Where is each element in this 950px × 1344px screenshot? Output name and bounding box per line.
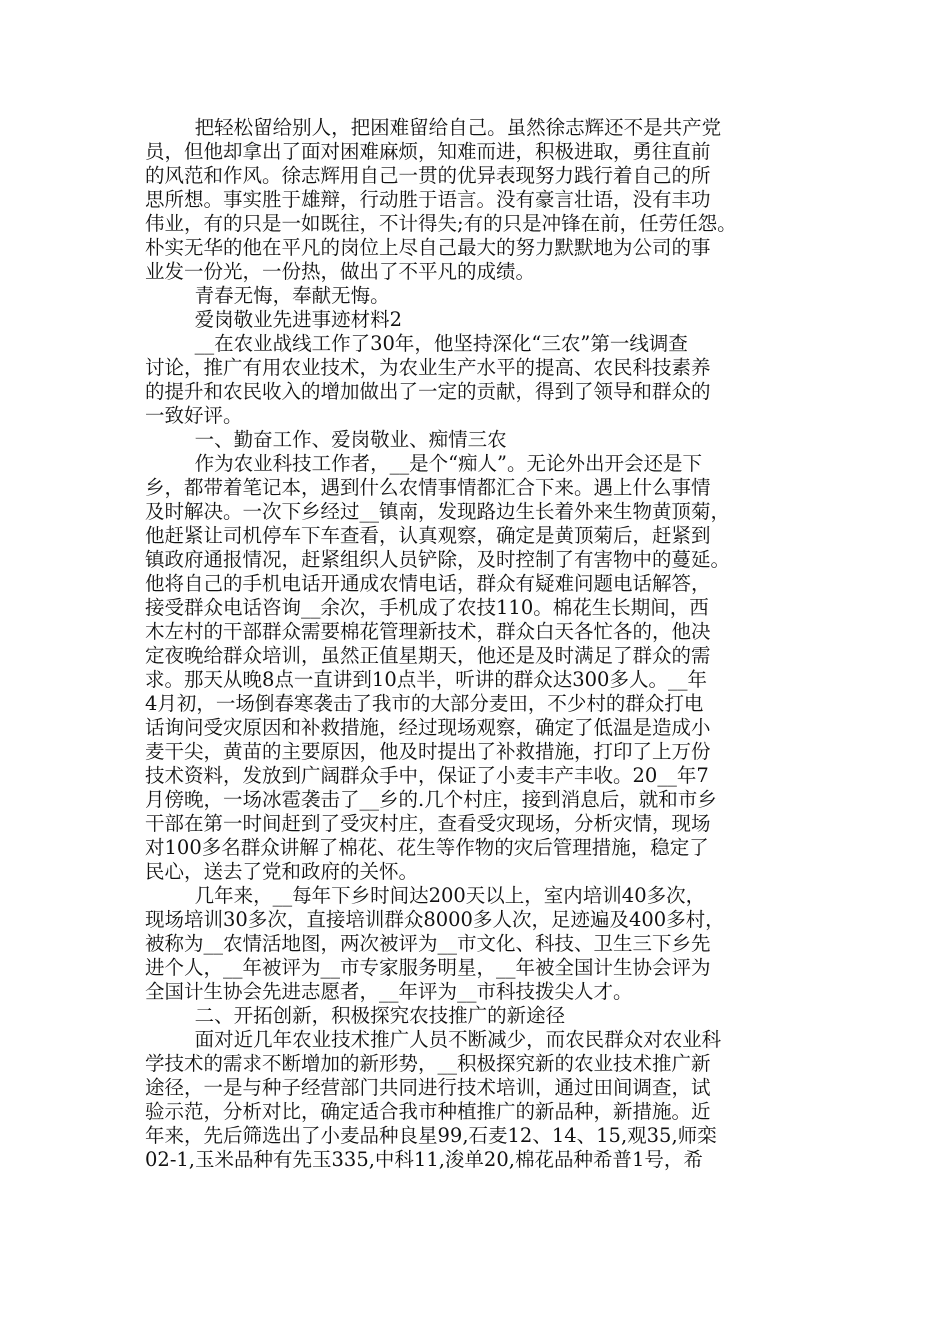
text-line: 验示范，分析对比，确定适合我市种植推广的新品种，新措施。近 — [145, 1100, 711, 1123]
text-line: 现场培训30多次，直接培训群众8000多人次，足迹遍及400多村， — [145, 908, 725, 931]
text-line: 乡，都带着笔记本，遇到什么农情事情都汇合下来。遇上什么事情 — [145, 476, 711, 499]
text-line: __在农业战线工作了30年，他坚持深化“三农”第一线调查 — [145, 332, 688, 355]
text-line: 月傍晚，一场冰雹袭击了__乡的.几个村庄，接到消息后，就和市乡 — [145, 788, 717, 811]
text-line: 朴实无华的他在平凡的岗位上尽自己最大的努力默默地为公司的事 — [145, 236, 711, 259]
text-line: 全国计生协会先进志愿者，__年评为__市科技拨尖人才。 — [145, 980, 633, 1003]
text-line: 他赶紧让司机停车下车查看，认真观察，确定是黄顶菊后，赶紧到 — [145, 524, 711, 547]
text-line: 接受群众电话咨询__余次，手机成了农技110。棉花生长期间，西 — [145, 596, 709, 619]
text-line: 定夜晚给群众培训，虽然正值星期天，他还是及时满足了群众的需 — [145, 644, 711, 667]
section-heading: 一、勤奋工作、爱岗敬业、痴情三农 — [145, 428, 507, 451]
text-line: 几年来，__每年下乡时间达200天以上，室内培训40多次， — [145, 884, 706, 907]
text-line: 镇政府通报情况，赶紧组织人员铲除，及时控制了有害物中的蔓延。 — [145, 548, 731, 571]
text-line: 途径，一是与种子经营部门共同进行技术培训，通过田间调查，试 — [145, 1076, 711, 1099]
text-line: 伟业，有的只是一如既往，不计得失;有的只是冲锋在前，任劳任怨。 — [145, 212, 737, 235]
text-line: 民心，送去了党和政府的关怀。 — [145, 860, 419, 883]
text-line: 业发一份光，一份热，做出了不平凡的成绩。 — [145, 260, 536, 283]
text-line: 一致好评。 — [145, 404, 243, 427]
section-title: 爱岗敬业先进事迹材料2 — [145, 308, 402, 331]
text-line: 青春无悔，奉献无悔。 — [145, 284, 390, 307]
text-line: 学技术的需求不断增加的新形势，__积极探究新的农业技术推广新 — [145, 1052, 711, 1075]
text-line: 被称为__农情活地图，两次被评为__市文化、科技、卫生三下乡先 — [145, 932, 711, 955]
text-line: 麦干尖，黄苗的主要原因，他及时提出了补救措施，打印了上万份 — [145, 740, 711, 763]
text-line: 4月初，一场倒春寒袭击了我市的大部分麦田，不少村的群众打电 — [145, 692, 704, 715]
text-line: 技术资料，发放到广阔群众手中，保证了小麦丰产丰收。20__年7 — [145, 764, 709, 787]
section-heading: 二、开拓创新，积极探究农技推广的新途径 — [145, 1004, 566, 1027]
text-line: 讨论，推广有用农业技术，为农业生产水平的提高、农民科技素养 — [145, 356, 711, 379]
text-line: 的风范和作风。徐志辉用自己一贯的优异表现努力践行着自己的所 — [145, 164, 711, 187]
text-line: 员，但他却拿出了面对困难麻烦，知难而进，积极进取，勇往直前 — [145, 140, 711, 163]
text-line: 及时解决。一次下乡经过__镇南，发现路边生长着外来生物黄顶菊， — [145, 500, 731, 523]
text-line: 作为农业科技工作者，__是个“痴人”。无论外出开会还是下 — [145, 452, 703, 475]
text-line: 话询问受灾原因和补救措施，经过现场观察，确定了低温是造成小 — [145, 716, 711, 739]
text-line: 思所想。事实胜于雄辩，行动胜于语言。没有豪言壮语，没有丰功 — [145, 188, 711, 211]
text-line: 02-1,玉米品种有先玉335,中科11,浚单20,棉花品种希普1号，希 — [145, 1148, 703, 1171]
text-line: 面对近几年农业技术推广人员不断减少，而农民群众对农业科 — [145, 1028, 722, 1051]
document-page — [145, 116, 825, 1172]
text-line: 干部在第一时间赶到了受灾村庄，查看受灾现场，分析灾情，现场 — [145, 812, 711, 835]
text-line: 他将自己的手机电话开通成农情电话，群众有疑难问题电话解答， — [145, 572, 711, 595]
text-line: 进个人，__年被评为__市专家服务明星，__年被全国计生协会评为 — [145, 956, 711, 979]
text-line: 把轻松留给别人，把困难留给自己。虽然徐志辉还不是共产党 — [145, 116, 722, 139]
text-line: 对100多名群众讲解了棉花、花生等作物的灾后管理措施，稳定了 — [145, 836, 709, 859]
text-line: 求。那天从晚8点一直讲到10点半，听讲的群众达300多人。__年 — [145, 668, 707, 691]
text-line: 木左村的干部群众需要棉花管理新技术，群众白天各忙各的，他决 — [145, 620, 711, 643]
text-line: 的提升和农民收入的增加做出了一定的贡献，得到了领导和群众的 — [145, 380, 711, 403]
text-line: 年来，先后筛选出了小麦品种良星99,石麦12、14、15,观35,师栾 — [145, 1124, 717, 1147]
